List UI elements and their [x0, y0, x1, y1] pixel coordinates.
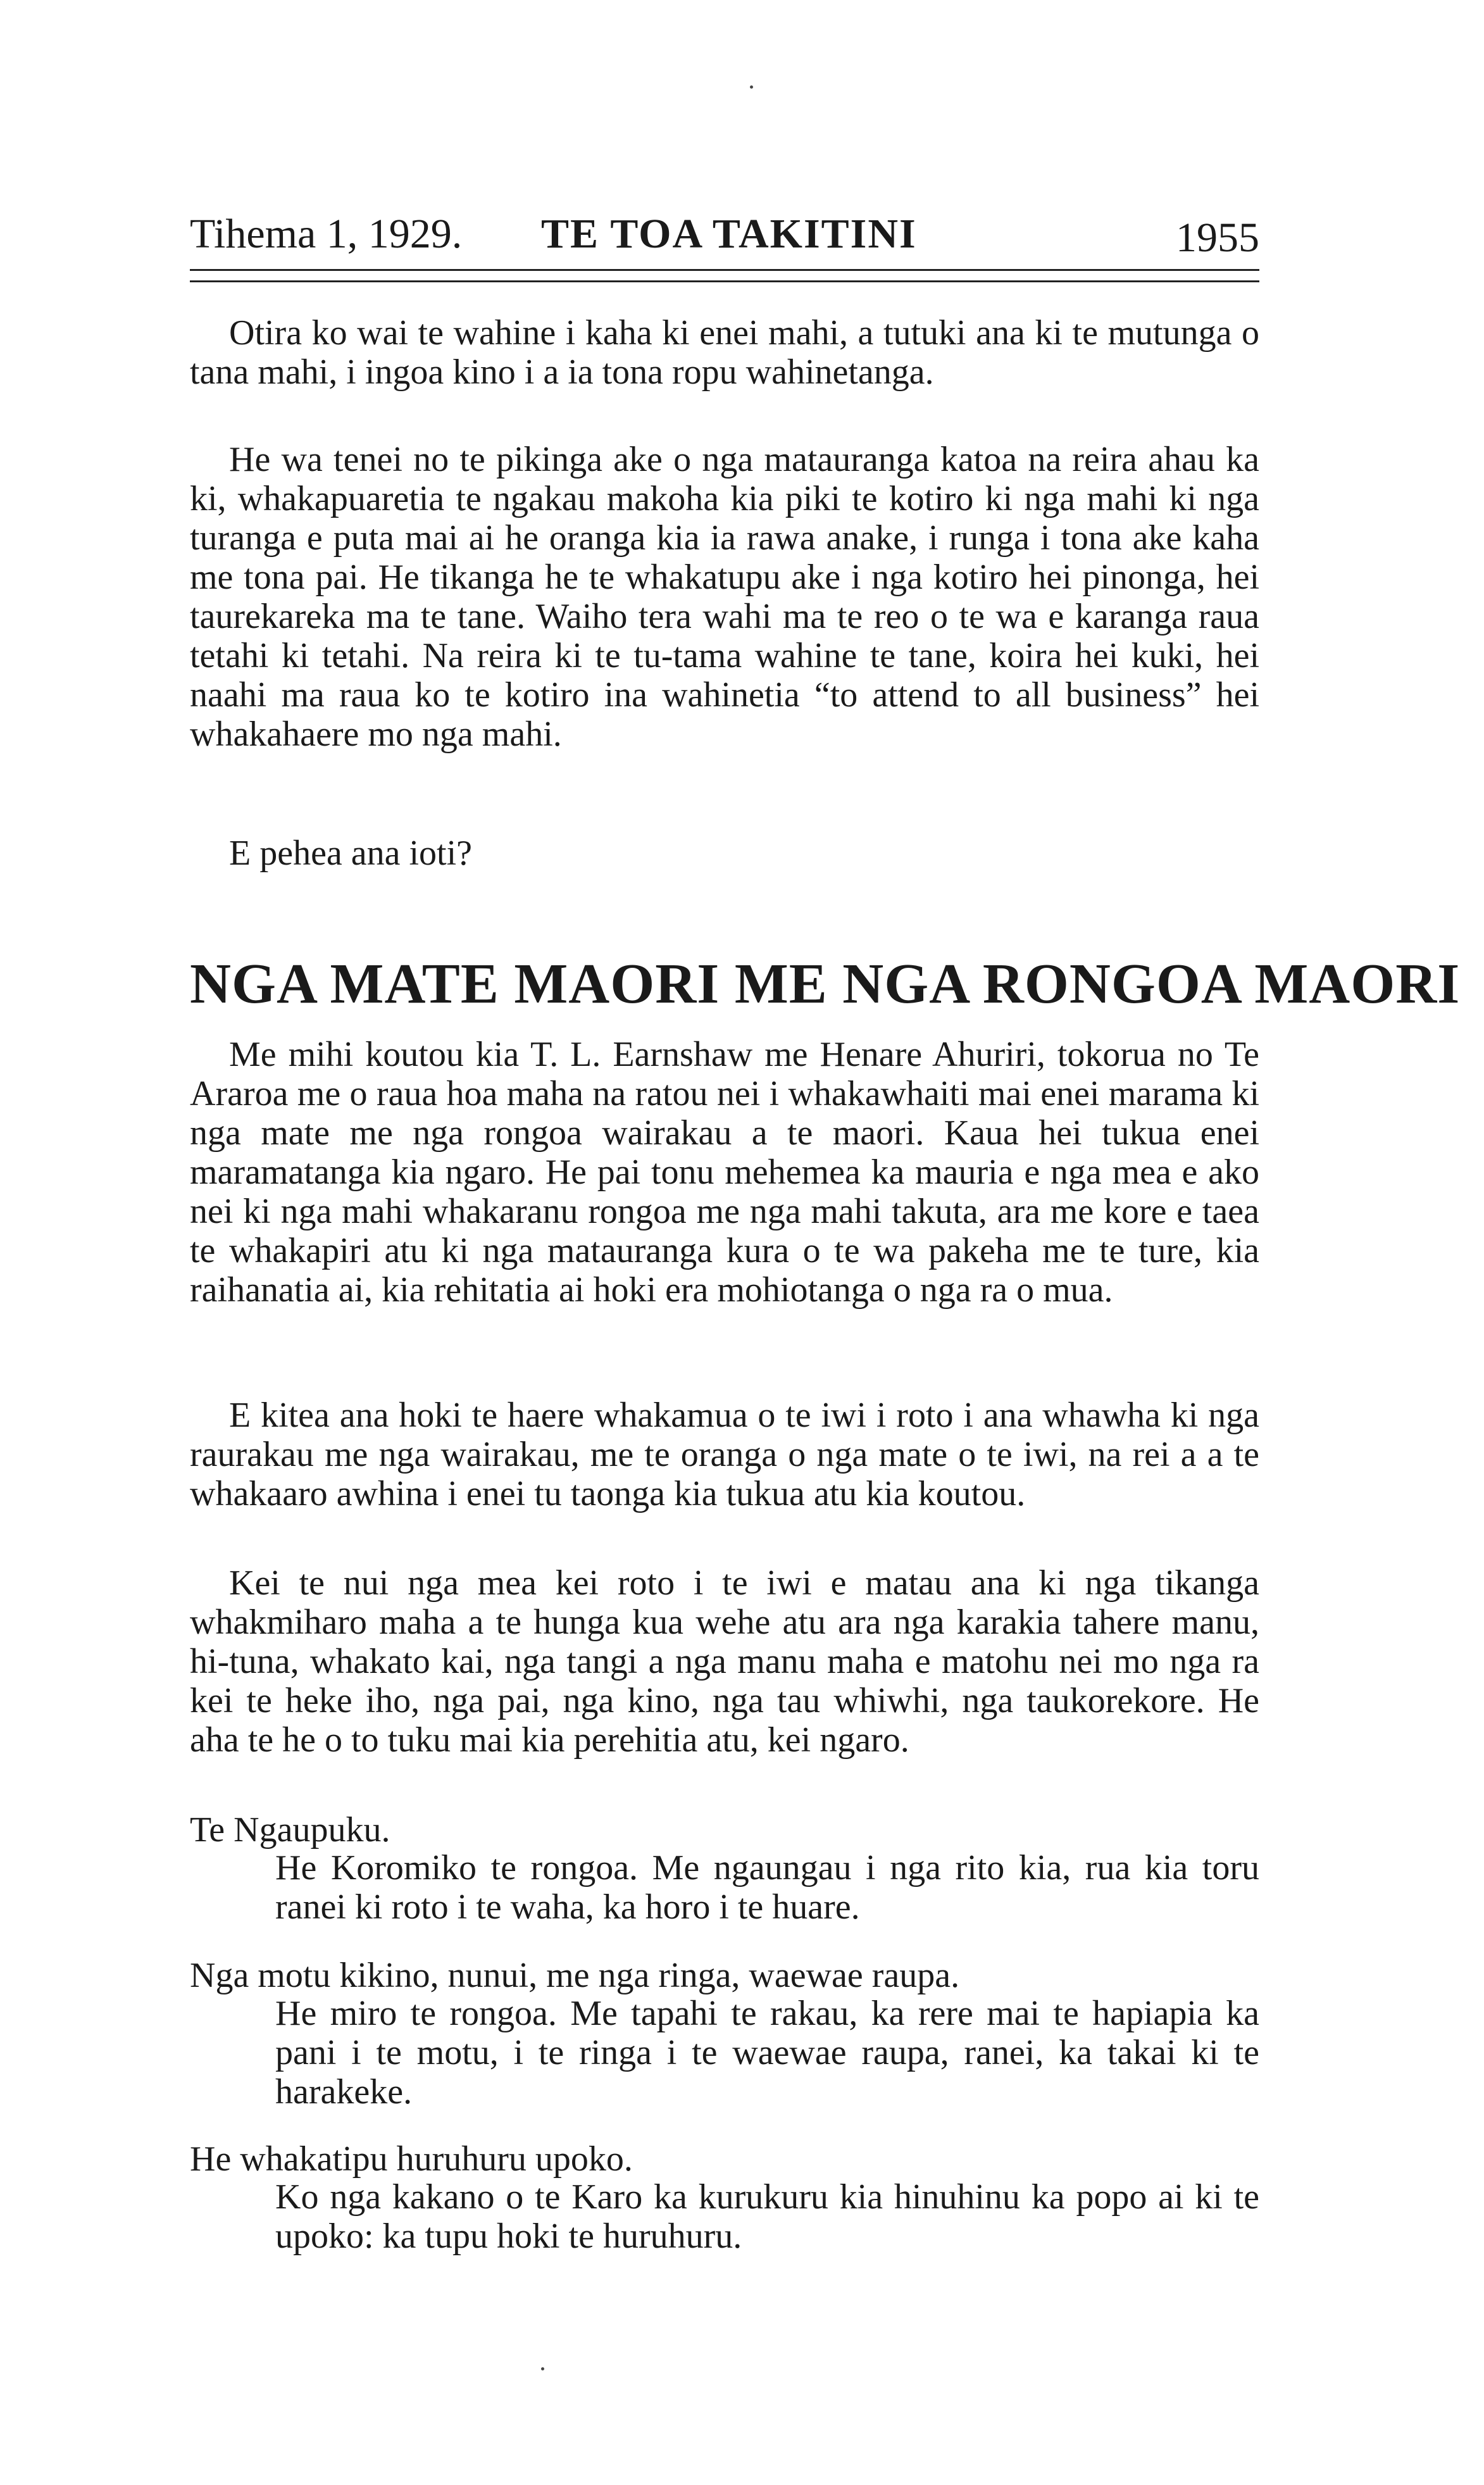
paragraph-2: He wa tenei no te pikinga ake o nga matauranga katoa na reira ahau ka ki, whakapuaretia te ngakau makoha kia piki te kotiro ki nga mahi ki nga turanga e puta mai ai he oranga kia ia rawa anake, i runga i tona ake kaha me tona pai. He tikanga he te whakatupu ake i nga kotiro hei pinonga, hei taurekareka ma te tane. Waiho tera wahi ma te reo o te wa e karanga raua tetahi ki tetahi. Na reira ki te tu-tama wahine te tane, koira hei kuki, hei naahi ma raua ko te kotiro ina wahinetia “to attend to all business” hei whakahaere mo nga mahi. [190, 440, 1259, 754]
print-mark-bottom [541, 2367, 544, 2370]
ailment-2: Nga motu kikino, nunui, me nga ringa, waewae raupa. [190, 1956, 960, 1995]
section-paragraph-1: Me mihi koutou kia T. L. Earnshaw me Henare Ahuriri, tokorua no Te Araroa me o raua hoa maha na ratou nei i whakawhaiti mai enei marama ki nga mate me nga rongoa wairakau a te maori. Kaua hei tukua enei maramatanga kia ngaro. He pai tonu mehemea ka mauria e nga mea e ako nei ki nga mahi whakaranu rongoa me nga mahi takuta, ara me kore e taea te whakapiri atu ki nga matauranga kura o te wa pakeha me te ture, kia raihanatia ai, kia rehitatia ai hoki era mohiotanga o nga ra o mua. [190, 1035, 1259, 1310]
remedy-2: He miro te rongoa. Me tapahi te rakau, ka rere mai te hapiapia ka pani i te motu, i te ringa i te waewae raupa, ranei, ka takai ki te harakeke. [275, 1994, 1259, 2112]
page-number: 1955 [1176, 215, 1259, 261]
remedy-1: He Koromiko te rongoa. Me ngaungau i nga rito kia, rua kia toru ranei ki roto i te waha, ka horo i te huare. [275, 1848, 1259, 1927]
remedy-3: Ko nga kakano o te Karo ka kurukuru kia hinuhinu ka popo ai ki te upoko: ka tupu hoki te huruhuru. [275, 2177, 1259, 2256]
section-paragraph-2: E kitea ana hoki te haere whakamua o te iwi i roto i ana whawha ki nga raurakau me nga wairakau, me te oranga o nga mate o te iwi, na rei a a te whakaaro awhina i enei tu taonga kia tukua atu kia koutou. [190, 1396, 1259, 1513]
section-heading: NGA MATE MAORI ME NGA RONGOA MAORI [190, 953, 1461, 1015]
header-rule-top [190, 269, 1259, 271]
section-paragraph-3: Kei te nui nga mea kei roto i te iwi e matau ana ki nga tikanga whakmiharo maha a te hunga kua wehe atu ara nga karakia tahere manu, hi-tuna, whakato kai, nga tangi a nga manu maha e matohu nei mo nga ra kei te heke iho, nga pai, nga kino, nga tau whiwhi, nga taukorekore. He aha te he o to tuku mai kia perehitia atu, kei ngaro. [190, 1563, 1259, 1760]
running-header [190, 209, 1259, 260]
header-title: TE TOA TAKITINI [541, 211, 917, 257]
header-rule-bottom [190, 280, 1259, 282]
ailment-3: He whakatipu huruhuru upoko. [190, 2139, 633, 2179]
ailment-1: Te Ngaupuku. [190, 1810, 390, 1850]
paragraph-1: Otira ko wai te wahine i kaha ki enei mahi, a tutuki ana ki te mutunga o tana mahi, i ingoa kino i a ia tona ropu wahinetanga. [190, 313, 1259, 392]
paragraph-3: E pehea ana ioti? [229, 834, 473, 873]
print-mark-top [750, 85, 753, 89]
header-date: Tihema 1, 1929. [190, 211, 463, 257]
